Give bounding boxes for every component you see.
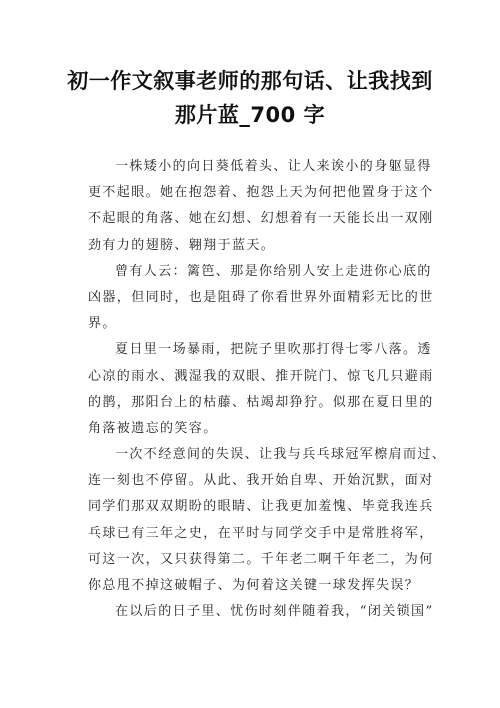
text-line: 心凉的雨水、溅湿我的双眼、推开院门、惊飞几只避雨	[88, 368, 434, 384]
paragraph-5	[88, 599, 434, 625]
text-line: 乓球已有三年之史，在平时与同学交手中是常胜将军，	[88, 525, 434, 541]
text-line: 一次不经意间的失误、让我与兵乓球冠军檫肩而过、	[115, 447, 447, 463]
text-line: 同学们那双双期盼的眼睛、让我更加羞愧、毕竟我连兵	[88, 499, 434, 515]
paragraph-1	[88, 154, 434, 259]
text-line: 的鹊，那阳台上的枯藤、枯竭却狰狞。似那在夏日里的	[88, 394, 434, 410]
text-line: 更不起眼。她在抱怨着、抱怨上天为何把他置身于这个	[88, 185, 434, 201]
document-title	[60, 64, 440, 132]
text-line: 夏日里一场暴雨，把院子里吹那打得七零八落。透	[115, 342, 432, 358]
title-line-1: 初一作文叙事老师的那句话、让我找到	[67, 69, 433, 93]
text-line: 你总甩不掉这破帽子、为何着这关键一球发挥失误？	[88, 578, 420, 593]
document-body	[88, 154, 447, 625]
text-line: 角落被遗忘的笑容。	[88, 420, 218, 436]
text-line: 凶器，但同时，也是阻碍了你看世界外面精彩无比的世	[88, 289, 434, 305]
text-line: 界。	[88, 316, 117, 332]
paragraph-4	[88, 442, 447, 599]
text-line: 连一刻也不停留。从此、我开始自卑、开始沉默，面对	[88, 473, 434, 489]
paragraph-2	[88, 259, 434, 338]
paragraph-3	[88, 337, 434, 442]
title-line-2: 那片蓝_700 字	[174, 103, 326, 127]
text-line: 可这一次，又只获得第二。千年老二啊千年老二，为何	[88, 551, 434, 567]
text-line: 不起眼的角落、她在幻想、幻想着有一天能长出一双刚	[88, 211, 434, 227]
text-line: 曾有人云：篱笆、那是你给别人安上走进你心底的	[115, 263, 432, 279]
text-line: 劲有力的翅膀、翱翔于蓝天。	[88, 237, 276, 253]
text-line: 在以后的日子里、忧伤时刻伴随着我，“闭关锁国”	[115, 604, 434, 620]
text-line: 一株矮小的向日葵低着头、让人来诶小的身躯显得	[115, 159, 432, 174]
